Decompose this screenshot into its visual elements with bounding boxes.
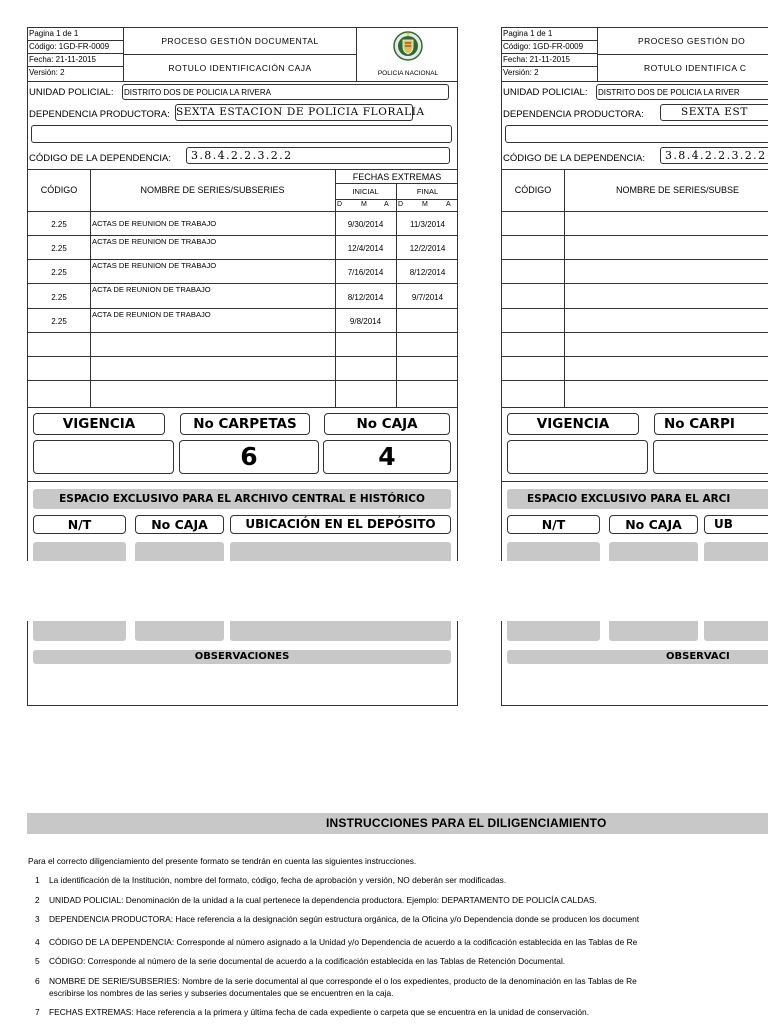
dependencia-extra-field[interactable] bbox=[31, 125, 452, 143]
vigencia-label: VIGENCIA bbox=[33, 413, 165, 435]
vigencia-field[interactable] bbox=[33, 440, 174, 474]
meta-code: Código: 1GD-FR-0009 bbox=[502, 41, 597, 54]
police-shield-icon bbox=[393, 30, 423, 62]
item-text: La identificación de la Institución, nombre del formato, código, fecha de aprobación y versión, NO deberán ser modificadas. bbox=[49, 875, 507, 885]
row-nombre: ACTAS DE REUNION DE TRABAJO bbox=[92, 261, 217, 270]
item-number: 6 bbox=[35, 976, 40, 986]
codigo-dependencia-field[interactable] bbox=[186, 147, 450, 164]
box-label-form-bottom bbox=[27, 621, 458, 706]
observaciones-title-2 bbox=[507, 650, 768, 664]
box-label-form-2 bbox=[501, 27, 768, 561]
nocaja-field-continued[interactable] bbox=[135, 621, 224, 641]
row-final: 8/12/2014 bbox=[409, 268, 446, 277]
ubicacion-field-continued[interactable] bbox=[230, 621, 451, 641]
box-label-form-2-bottom bbox=[501, 621, 768, 706]
nocaja-label-2: No CAJA bbox=[609, 515, 698, 534]
archivo-central-title-2-text: ESPACIO EXCLUSIVO PARA EL ARCI bbox=[527, 493, 731, 505]
row-codigo: 2.25 bbox=[51, 244, 67, 253]
dependencia-value-2: SEXTA EST bbox=[681, 106, 748, 118]
col-nombre-header: NOMBRE DE SERIES/SUBSERIES bbox=[140, 185, 285, 195]
document-title-2: ROTULO IDENTIFICA C bbox=[644, 63, 747, 73]
nt-label: N/T bbox=[33, 515, 126, 534]
title-block bbox=[124, 28, 357, 81]
item-number: 2 bbox=[35, 895, 40, 905]
caja-field[interactable]: 4 bbox=[323, 440, 451, 474]
logo-caption: POLICIA NACIONAL bbox=[377, 70, 439, 77]
process-title: PROCESO GESTIÓN DOCUMENTAL bbox=[124, 28, 356, 55]
box-label-form bbox=[27, 27, 458, 561]
nt-field-2-continued[interactable] bbox=[507, 621, 600, 641]
dependencia-field-2[interactable] bbox=[660, 104, 768, 121]
codigo-dependencia-value-2: 3.8.4.2.2.3.2.2 bbox=[665, 149, 767, 162]
dependencia-label-2: DEPENDENCIA PRODUCTORA: bbox=[503, 109, 644, 120]
row-nombre: ACTAS DE REUNION DE TRABAJO bbox=[92, 219, 217, 228]
row-inicial: 9/8/2014 bbox=[349, 317, 382, 326]
item-text: CÓDIGO: Corresponde al número de la serie documental de acuerdo a la codificación establecida en las Tablas de Retención Documental. bbox=[49, 956, 566, 966]
row-inicial: 9/30/2014 bbox=[347, 220, 384, 229]
row-codigo: 2.25 bbox=[51, 293, 67, 302]
caja-label: No CAJA bbox=[324, 413, 450, 435]
col-codigo-header-2: CÓDIGO bbox=[514, 185, 552, 195]
nt-field-2[interactable] bbox=[507, 542, 600, 561]
process-title-2: PROCESO GESTIÓN DO bbox=[638, 36, 746, 46]
logo-block bbox=[357, 28, 458, 81]
item-text: NOMBRE DE SERIE/SUBSERIES: Nombre de la serie documental al que corresponde el o los expedientes, producto de la denominación en las Tablas de Re bbox=[49, 976, 637, 986]
row-codigo: 2.25 bbox=[51, 317, 67, 326]
form-2-header bbox=[502, 28, 768, 82]
dma-d-inicial: D bbox=[337, 201, 343, 208]
ubicacion-label-2-text: UB bbox=[714, 517, 733, 531]
row-codigo: 2.25 bbox=[51, 268, 67, 277]
meta-date: Fecha: 21-11-2015 bbox=[28, 54, 123, 67]
unidad-value-2: DISTRITO DOS DE POLICIA LA RIVER bbox=[598, 88, 740, 97]
ubicacion-field-2[interactable] bbox=[704, 542, 768, 561]
row-inicial: 8/12/2014 bbox=[347, 293, 384, 302]
col-nombre-header-2: NOMBRE DE SERIES/SUBSE bbox=[616, 185, 740, 195]
dependencia-field[interactable] bbox=[175, 104, 425, 121]
row-final: 12/2/2014 bbox=[409, 244, 446, 253]
meta-page: Pagina 1 de 1 bbox=[502, 28, 597, 41]
unidad-field-2[interactable] bbox=[596, 84, 768, 100]
col-fechas-header: FECHAS EXTREMAS bbox=[352, 172, 442, 182]
series-table-2 bbox=[502, 169, 768, 409]
meta-version: Versión: 2 bbox=[29, 68, 65, 77]
dma-m-inicial: M bbox=[361, 201, 367, 208]
meta-page: Pagina 1 de 1 bbox=[28, 28, 123, 41]
instructions-title: INSTRUCCIONES PARA EL DILIGENCIAMIENTO bbox=[326, 816, 607, 830]
dma-m-final: M bbox=[422, 201, 428, 208]
archivo-central-title: ESPACIO EXCLUSIVO PARA EL ARCHIVO CENTRAL E HISTÓRICO bbox=[33, 489, 451, 509]
nocaja-field-2-continued[interactable] bbox=[609, 621, 698, 641]
dependencia-label: DEPENDENCIA PRODUCTORA: bbox=[29, 109, 170, 120]
instructions-title-bar bbox=[27, 813, 768, 834]
unidad-label: UNIDAD POLICIAL: bbox=[29, 87, 114, 98]
carpetas-label-2 bbox=[654, 413, 768, 435]
meta-block bbox=[28, 28, 124, 81]
dependencia-value: SEXTA ESTACION DE POLICIA FLORALIA bbox=[176, 106, 425, 118]
codigo-dependencia-label-2: CÓDIGO DE LA DEPENDENCIA: bbox=[503, 153, 646, 164]
ubicacion-field-2-continued[interactable] bbox=[704, 621, 768, 641]
item-text: DEPENDENCIA PRODUCTORA: Hace referencia a la designación según estructura orgánica, de la Oficina y/o Dependencia donde se producen los document bbox=[49, 914, 640, 924]
codigo-dependencia-value: 3.8.4.2.2.3.2.2 bbox=[191, 149, 293, 162]
col-final-header: FINAL bbox=[416, 187, 439, 196]
item-number: 7 bbox=[35, 1007, 40, 1017]
nt-label-2: N/T bbox=[507, 515, 600, 534]
item-text: CÓDIGO DE LA DEPENDENCIA: Corresponde al número asignado a la Unidad y/o Dependencia de acuerdo a la codificación establecida en las Tablas de Re bbox=[49, 937, 638, 947]
item-number: 3 bbox=[35, 914, 40, 924]
row-codigo: 2.25 bbox=[51, 220, 67, 229]
unidad-label-2: UNIDAD POLICIAL: bbox=[503, 87, 588, 98]
dma-a-inicial: A bbox=[384, 201, 389, 208]
nt-field[interactable] bbox=[33, 542, 126, 561]
meta-code: Código: 1GD-FR-0009 bbox=[28, 41, 123, 54]
nt-field-continued[interactable] bbox=[33, 621, 126, 641]
item-text-continued: escribirse los nombres de las series y subseries documentales que se encuentren en la caja. bbox=[49, 988, 394, 998]
meta-date: Fecha: 21-11-2015 bbox=[502, 54, 597, 67]
form-header bbox=[28, 28, 457, 82]
unidad-value: DISTRITO DOS DE POLICIA LA RIVERA bbox=[124, 88, 272, 97]
meta-block-2 bbox=[502, 28, 598, 81]
row-inicial: 12/4/2014 bbox=[347, 244, 384, 253]
row-nombre: ACTAS DE REUNION DE TRABAJO bbox=[92, 237, 217, 246]
dma-a-final: A bbox=[446, 201, 451, 208]
ubicacion-label-2 bbox=[704, 515, 768, 534]
archivo-central-title-2 bbox=[507, 489, 768, 509]
item-text: FECHAS EXTREMAS: Hace referencia a la primera y última fecha de cada expediente o carpeta que se encuentra en la unidad de conservación. bbox=[49, 1007, 590, 1017]
dependencia-extra-field-2[interactable] bbox=[505, 125, 768, 143]
row-nombre: ACTA DE REUNION DE TRABAJO bbox=[92, 310, 211, 319]
nocaja-field[interactable] bbox=[135, 542, 224, 561]
ubicacion-field[interactable] bbox=[230, 542, 451, 561]
observaciones-title-2-text: OBSERVACI bbox=[666, 651, 730, 662]
vigencia-label-2: VIGENCIA bbox=[507, 413, 639, 435]
unidad-field[interactable] bbox=[122, 84, 449, 100]
ubicacion-label: UBICACIÓN EN EL DEPÓSITO bbox=[230, 515, 451, 534]
nocaja-label: No CAJA bbox=[135, 515, 224, 534]
codigo-dependencia-label: CÓDIGO DE LA DEPENDENCIA: bbox=[29, 153, 172, 164]
carpetas-label: No CARPETAS bbox=[180, 413, 310, 435]
row-final: 11/3/2014 bbox=[410, 220, 445, 229]
col-inicial-header: INICIAL bbox=[352, 187, 379, 196]
carpetas-field-2[interactable] bbox=[653, 440, 768, 474]
codigo-dependencia-field-2[interactable] bbox=[660, 147, 768, 164]
col-codigo-header: CÓDIGO bbox=[40, 185, 78, 195]
instructions-intro: Para el correcto diligenciamiento del presente formato se tendrán en cuenta las siguientes instrucciones. bbox=[28, 856, 417, 866]
row-inicial: 7/16/2014 bbox=[347, 268, 384, 277]
dma-d-final: D bbox=[398, 201, 404, 208]
item-number: 4 bbox=[35, 937, 40, 947]
vigencia-field-2[interactable] bbox=[507, 440, 648, 474]
carpetas-label-2-text: No CARPI bbox=[664, 416, 735, 432]
carpetas-field[interactable]: 6 bbox=[179, 440, 319, 474]
item-text: UNIDAD POLICIAL: Denominación de la unidad a la cual pertenece la dependencia productora. Ejemplo: DEPARTAMENTO DE POLICÍA CALDAS. bbox=[49, 895, 597, 905]
title-block-2 bbox=[598, 28, 768, 81]
item-number: 1 bbox=[35, 875, 40, 885]
document-title: ROTULO IDENTIFICACIÓN CAJA bbox=[168, 63, 312, 73]
nocaja-field-2[interactable] bbox=[609, 542, 698, 561]
meta-version: Versión: 2 bbox=[503, 68, 539, 77]
observaciones-title: OBSERVACIONES bbox=[33, 650, 451, 664]
row-final: 9/7/2014 bbox=[411, 293, 444, 302]
item-number: 5 bbox=[35, 956, 40, 966]
row-nombre: ACTA DE REUNION DE TRABAJO bbox=[92, 285, 211, 294]
series-table bbox=[28, 169, 458, 409]
